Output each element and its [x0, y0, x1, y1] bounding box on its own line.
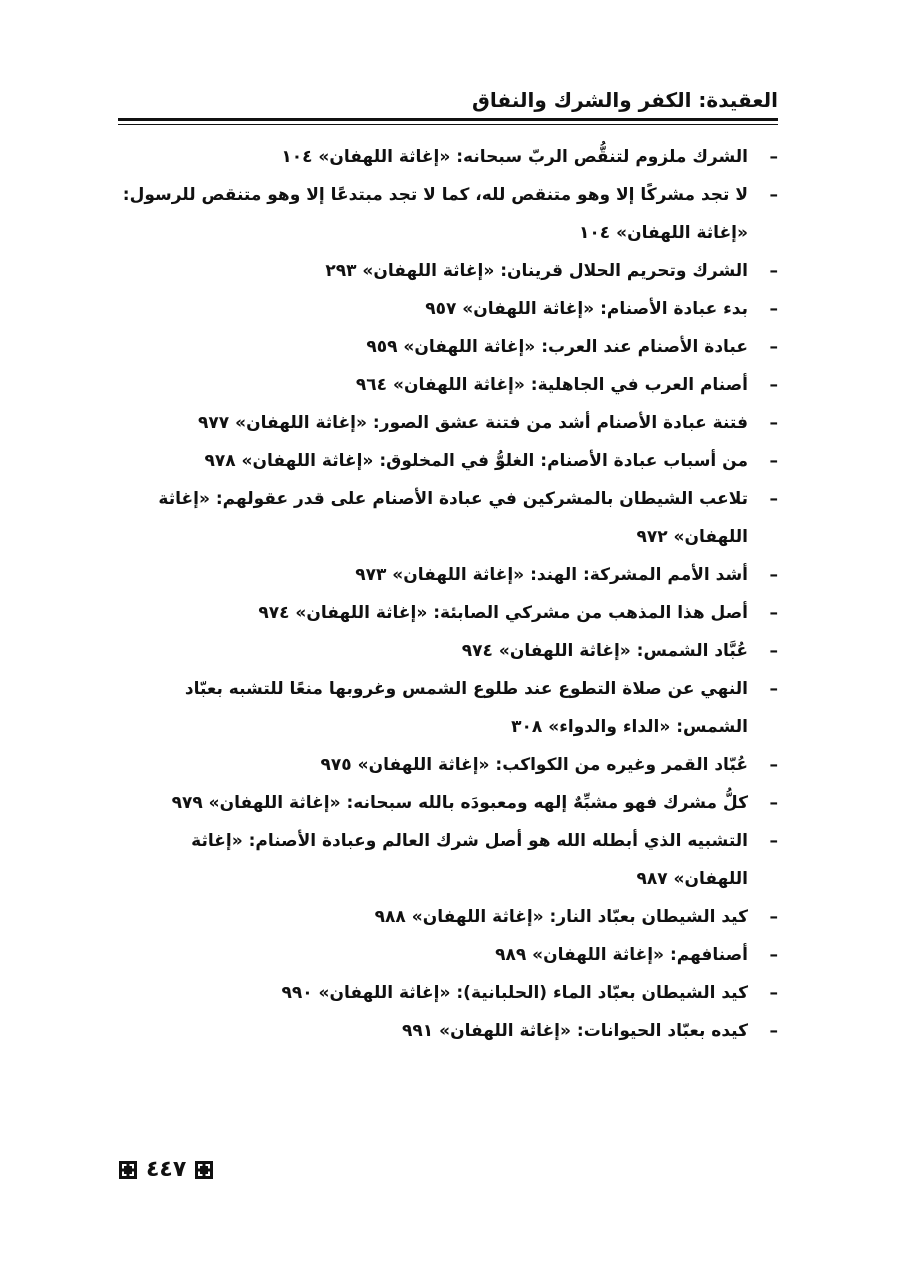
- entry-bullet: –: [769, 565, 778, 585]
- entry-text: عُبّاد القمر وغيره من الكواكب: «إغاثة اللهفان» ٩٧٥: [320, 755, 748, 775]
- index-entry: [118, 556, 778, 594]
- entry-text: عُبَّاد الشمس: «إغاثة اللهفان» ٩٧٤: [461, 641, 748, 661]
- entry-text: النهي عن صلاة التطوع عند طلوع الشمس وغروبها منعًا للتشبه بعبّاد الشمس: «الداء والدواء» ٣٠٨: [184, 679, 748, 737]
- index-entry: [118, 176, 778, 252]
- index-entry: [118, 480, 778, 556]
- index-entry: [118, 442, 778, 480]
- entry-bullet: –: [769, 299, 778, 319]
- index-entry: [118, 746, 778, 784]
- entry-bullet: –: [769, 641, 778, 661]
- entry-text: أصنام العرب في الجاهلية: «إغاثة اللهفان» ٩٦٤: [355, 375, 748, 395]
- entry-text: تلاعب الشيطان بالمشركين في عبادة الأصنام على قدر عقولهم: «إغاثة اللهفان» ٩٧٢: [158, 489, 748, 547]
- header-rule-thin: [118, 124, 778, 125]
- entry-text: كيده بعبّاد الحيوانات: «إغاثة اللهفان» ٩٩١: [402, 1021, 748, 1041]
- index-entry: [118, 366, 778, 404]
- index-entry: [118, 898, 778, 936]
- page-header-title: العقيدة: الكفر والشرك والنفاق: [472, 88, 778, 112]
- page-number: ٤٤٧: [146, 1157, 187, 1182]
- entry-text: التشبيه الذي أبطله الله هو أصل شرك العالم وعبادة الأصنام: «إغاثة اللهفان» ٩٨٧: [191, 831, 748, 889]
- index-entry: [118, 404, 778, 442]
- ornament-left-icon: [118, 1160, 138, 1180]
- entry-bullet: –: [769, 1021, 778, 1041]
- index-entry: [118, 290, 778, 328]
- entry-bullet: –: [769, 147, 778, 167]
- page-footer: [118, 1158, 214, 1182]
- entry-text: لا تجد مشركًا إلا وهو متنقص لله، كما لا تجد مبتدعًا إلا وهو متنقص للرسول: «إغاثة اللهفان» ١٠٤: [122, 185, 748, 243]
- index-entry: [118, 822, 778, 898]
- entry-text: أشد الأمم المشركة: الهند: «إغاثة اللهفان» ٩٧٣: [355, 565, 748, 585]
- ornament-right-icon: [194, 1160, 214, 1180]
- entry-bullet: –: [769, 983, 778, 1003]
- entry-bullet: –: [769, 907, 778, 927]
- entry-bullet: –: [769, 375, 778, 395]
- index-entry: [118, 328, 778, 366]
- entry-bullet: –: [769, 755, 778, 775]
- index-entry: [118, 670, 778, 746]
- entry-text: بدء عبادة الأصنام: «إغاثة اللهفان» ٩٥٧: [425, 299, 748, 319]
- entry-bullet: –: [769, 451, 778, 471]
- index-entry: [118, 252, 778, 290]
- entry-bullet: –: [769, 413, 778, 433]
- entry-text: الشرك وتحريم الحلال قرينان: «إغاثة اللهفان» ٢٩٣: [325, 261, 748, 281]
- entry-text: أصل هذا المذهب من مشركي الصابئة: «إغاثة اللهفان» ٩٧٤: [258, 603, 748, 623]
- index-entry: [118, 1012, 778, 1050]
- index-entry: [118, 138, 778, 176]
- entry-text: كيد الشيطان بعبّاد النار: «إغاثة اللهفان» ٩٨٨: [374, 907, 748, 927]
- index-entry: [118, 594, 778, 632]
- index-entry: [118, 632, 778, 670]
- entry-bullet: –: [769, 679, 778, 699]
- index-entry: [118, 784, 778, 822]
- index-entry-list: [118, 138, 778, 1050]
- entry-bullet: –: [769, 793, 778, 813]
- entry-text: الشرك ملزوم لتنقُّص الربّ سبحانه: «إغاثة اللهفان» ١٠٤: [281, 147, 748, 167]
- entry-text: عبادة الأصنام عند العرب: «إغاثة اللهفان» ٩٥٩: [366, 337, 748, 357]
- entry-bullet: –: [769, 489, 778, 509]
- index-entry: [118, 936, 778, 974]
- index-entry: [118, 974, 778, 1012]
- entry-text: فتنة عبادة الأصنام أشد من فتنة عشق الصور: «إغاثة اللهفان» ٩٧٧: [198, 413, 748, 433]
- entry-text: كلُّ مشرك فهو مشبِّهٌ إلهه ومعبودَه بالله سبحانه: «إغاثة اللهفان» ٩٧٩: [171, 793, 748, 813]
- entry-bullet: –: [769, 185, 778, 205]
- entry-bullet: –: [769, 831, 778, 851]
- running-header: [118, 80, 778, 120]
- entry-text: كيد الشيطان بعبّاد الماء (الحلبانية): «إغاثة اللهفان» ٩٩٠: [281, 983, 748, 1003]
- entry-text: من أسباب عبادة الأصنام: الغلوُّ في المخلوق: «إغاثة اللهفان» ٩٧٨: [204, 451, 748, 471]
- entry-bullet: –: [769, 337, 778, 357]
- entry-bullet: –: [769, 603, 778, 623]
- entry-bullet: –: [769, 261, 778, 281]
- entry-bullet: –: [769, 945, 778, 965]
- header-rule-thick: [118, 118, 778, 121]
- entry-text: أصنافهم: «إغاثة اللهفان» ٩٨٩: [495, 945, 748, 965]
